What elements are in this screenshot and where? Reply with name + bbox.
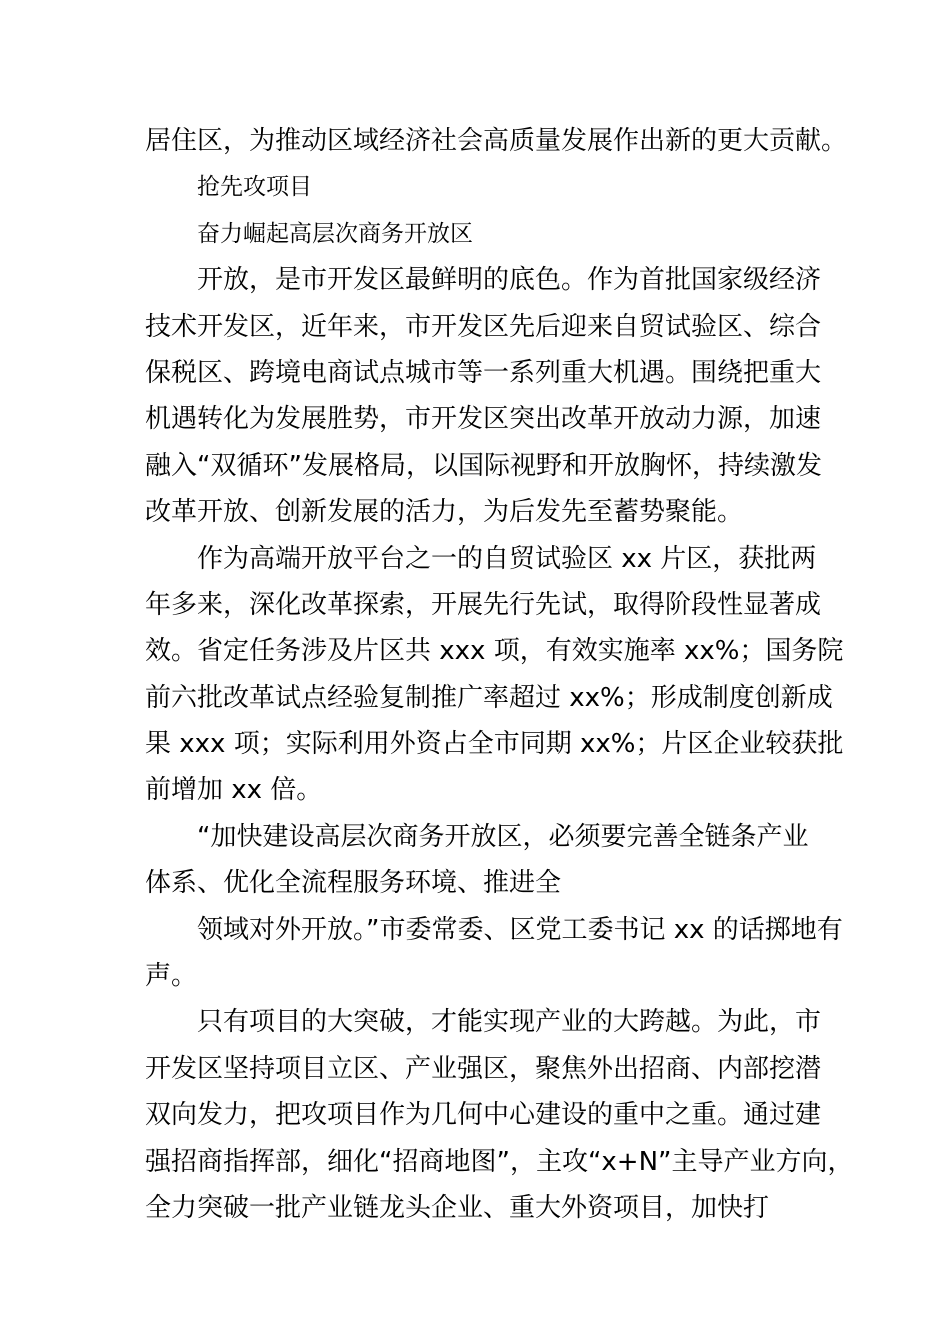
paragraph-line: 机遇转化为发展胜势，市开发区突出改革开放动力源，加速	[145, 404, 822, 435]
paragraph-line: 前六批改革试点经验复制推广率超过 xx%；形成制度创新成	[145, 682, 833, 713]
paragraph-line: 双向发力，把攻项目作为几何中心建设的重中之重。通过建	[145, 1100, 822, 1131]
paragraph-line: 改革开放、创新发展的活力，为后发先至蓄势聚能。	[145, 497, 744, 528]
paragraph-line: 开发区坚持项目立区、产业强区，聚焦外出招商、内部挖潜	[145, 1053, 822, 1084]
paragraph-line: 强招商指挥部，细化“招商地图”，主攻“x+N”主导产业方向，	[145, 1146, 854, 1177]
body-line: 居住区，为推动区域经济社会高质量发展作出新的更大贡献。	[145, 126, 848, 156]
paragraph-line: 全力突破一批产业链龙头企业、重大外资项目，加快打	[145, 1192, 770, 1223]
paragraph-line: 只有项目的大突破，才能实现产业的大跨越。为此，市	[197, 1007, 822, 1038]
paragraph-line: 果 xxx 项；实际利用外资占全市同期 xx%；片区企业较获批	[145, 729, 844, 760]
paragraph-line: 开放，是市开发区最鲜明的底色。作为首批国家级经济	[197, 265, 822, 296]
quote-line: 体系、优化全流程服务环境、推进全	[145, 868, 562, 899]
paragraph-line: 技术开发区，近年来，市开发区先后迎来自贸试验区、综合	[145, 311, 822, 342]
paragraph-line: 年多来，深化改革探索，开展先行先试，取得阶段性显著成	[145, 589, 822, 620]
paragraph-line: 前增加 xx 倍。	[145, 775, 323, 806]
paragraph-line: 保税区、跨境电商试点城市等一系列重大机遇。围绕把重大	[145, 357, 822, 388]
quote-line: 领域对外开放。”市委常委、区党工委书记 xx 的话掷地有	[197, 914, 843, 945]
quote-line: 声。	[145, 961, 198, 992]
quote-line: “加快建设高层次商务开放区，必须要完善全链条产业	[197, 821, 809, 852]
paragraph-line: 融入“双循环”发展格局，以国际视野和开放胸怀，持续激发	[145, 450, 822, 481]
paragraph-line: 作为高端开放平台之一的自贸试验区 xx 片区，获批两	[197, 543, 817, 574]
section-subheading: 奋力崛起高层次商务开放区	[197, 220, 473, 247]
paragraph-line: 效。省定任务涉及片区共 xxx 项，有效实施率 xx%；国务院	[145, 636, 844, 667]
section-heading: 抢先攻项目	[197, 174, 312, 201]
document-body	[145, 118, 854, 1231]
